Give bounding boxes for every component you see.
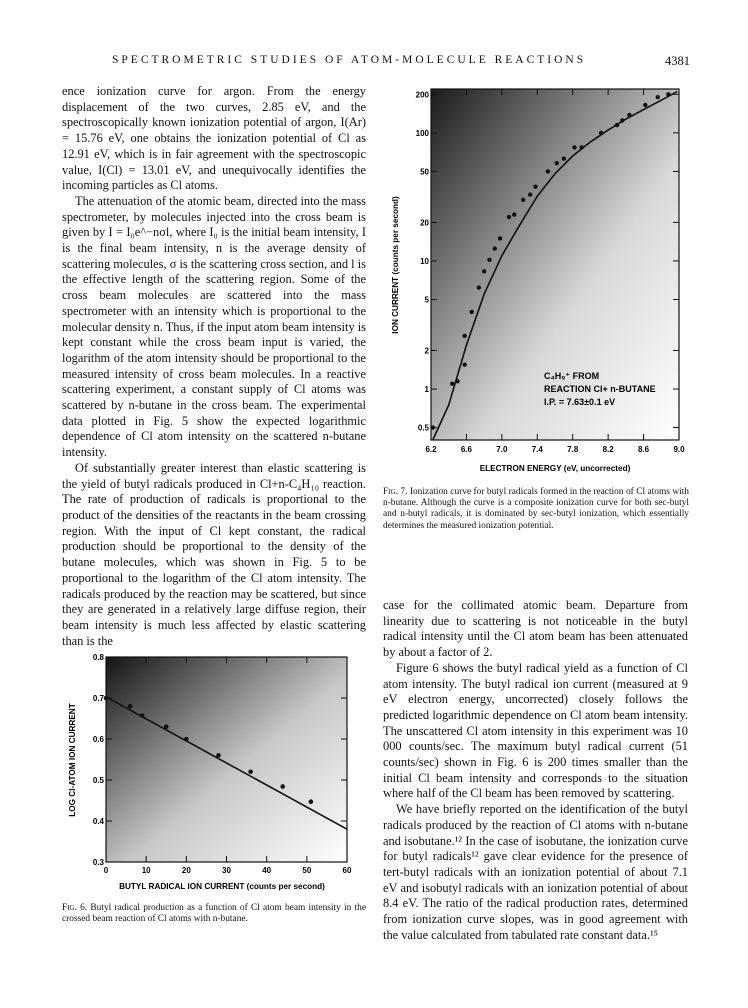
data-point	[656, 95, 660, 99]
data-point	[643, 103, 647, 107]
y-tick-label: 2	[424, 346, 429, 356]
y-tick-label: 5	[424, 295, 429, 305]
caption-text: Butyl radical production as a function of Cl atom beam intensity in the crossed beam reaction of Cl atoms with n-butane.	[62, 903, 366, 925]
paragraph: ence ionization curve for argon. From the energy displacement of the two curves, 2.85 eV, and the spectroscopically known ionization potential of argon, I(Ar) = 15.76 eV, one obtains the ionization potential of Cl as 12.91 eV, which is in fair agreement with the spectroscopic value, I(Cl) = 13.01 eV, and unequivocally identifies the incoming particles as Cl atoms.	[62, 84, 366, 193]
data-point	[528, 192, 532, 196]
data-point	[493, 246, 497, 250]
y-tick-label: 100	[415, 128, 429, 138]
x-tick-label: 6.2	[425, 445, 437, 454]
running-head: SPECTROMETRIC STUDIES OF ATOM-MOLECULE REACTIONS	[112, 54, 587, 66]
data-point	[164, 724, 169, 729]
data-point	[216, 753, 221, 758]
page-header	[62, 54, 690, 74]
data-point	[455, 379, 459, 383]
x-tick-label: 60	[342, 866, 352, 875]
data-point	[248, 770, 253, 775]
figure-6	[62, 650, 366, 900]
x-axis-label: BUTYL RADICAL ION CURRENT (counts per second)	[119, 882, 325, 891]
data-point	[555, 161, 559, 165]
paragraph: Figure 6 shows the butyl radical yield as a function of Cl atom intensity. The butyl radical ion current (measured at 9 eV electron energy, uncorrected) closely follows the predicted logarithmic dependence on Cl atom beam intensity. The unscattered Cl atom intensity in this experiment was 10 000 counts/sec. The maximum butyl radical current (51 counts/sec) shown in Fig. 6 is 200 times smaller than the initial Cl beam intensity and corresponds to the situation where half of the Cl beam has been removed by scattering.	[383, 660, 688, 801]
y-tick-label: 0.5	[92, 776, 104, 785]
y-axis-label: ION CURRENT (counts per second)	[391, 196, 400, 334]
figure-6-caption	[62, 903, 366, 925]
x-tick-label: 50	[302, 866, 312, 875]
page-number: 4381	[665, 54, 690, 68]
x-tick-label: 8.2	[602, 445, 614, 454]
x-tick-label: 7.0	[496, 445, 508, 454]
data-point	[462, 334, 466, 338]
data-point	[487, 258, 491, 262]
data-point	[431, 425, 435, 429]
x-tick-label: 7.8	[567, 445, 579, 454]
data-point	[104, 696, 109, 701]
data-point	[620, 118, 624, 122]
y-tick-label: 0.8	[92, 653, 104, 662]
paragraph: The attenuation of the atomic beam, directed into the mass spectrometer, by molecules injected into the cross beam is given by I = I₀e^−nσl, where I₀ is the initial beam intensity, I is the final beam intensity, n is the average density of scattering molecules, σ is the scattering cross section, and l is the effective length of the scattering region. Some of the cross beam molecules are scattered into the mass spectrometer with an intensity which is proportional to the molecular density n. Thus, if the input atom beam intensity is kept constant while the cross beam input is varied, the logarithm of the atom intensity should be proportional to the measured intensity of cross beam molecules. In a reactive scattering experiment, a constant supply of Cl atoms was scattered by n-butane in the cross beam. The experimental data plotted in Fig. 5 show the expected logarithmic dependence of Cl atom intensity on the scattered n-butane intensity.	[62, 193, 366, 460]
data-point	[599, 131, 603, 135]
data-point	[470, 310, 474, 314]
data-point	[482, 269, 486, 273]
x-tick-label: 8.6	[638, 445, 650, 454]
right-column-text	[383, 598, 688, 943]
data-point	[615, 123, 619, 127]
data-point	[533, 184, 537, 188]
x-tick-label: 20	[181, 866, 191, 875]
y-tick-label: 50	[420, 167, 429, 177]
data-point	[498, 236, 502, 240]
y-tick-label: 10	[420, 256, 429, 266]
x-tick-label: 6.6	[460, 445, 472, 454]
annotation-line: REACTION Cl+ n-BUTANE	[544, 384, 656, 394]
data-point	[627, 113, 631, 117]
data-point	[546, 169, 550, 173]
x-axis-label: ELECTRON ENERGY (eV, uncorrected)	[479, 464, 631, 473]
data-point	[450, 382, 454, 386]
data-point	[140, 713, 145, 718]
data-point	[507, 215, 511, 219]
caption-text: Ionization curve for butyl radicals formed in the reaction of Cl atoms with n-butane. Although the curve is a composite ionization curve for both sec-butyl and n-butyl radicals, it is dominated by sec-butyl ionization, which essentially determines the measured ionization potential.	[383, 487, 689, 531]
x-tick-label: 9.0	[673, 445, 685, 454]
caption-lead: Fig. 7.	[383, 487, 408, 497]
x-tick-label: 0	[103, 866, 109, 875]
annotation-line: C₄H₉⁺ FROM	[544, 371, 600, 381]
x-tick-label: 10	[141, 866, 151, 875]
caption-lead: Fig. 6.	[62, 903, 88, 913]
data-point	[477, 285, 481, 289]
data-point	[512, 212, 516, 216]
figure-6-chart	[62, 650, 366, 900]
paragraph: We have briefly reported on the identification of the butyl radicals produced by the reaction of Cl atoms with n-butane and isobutane.¹² In the case of isobutane, the ionization curve for butyl radicals¹² gave clear evidence for the presence of tert-butyl radicals with an ionization potential of about 7.1 eV and isobutyl radicals with an ionization potential of about 8.4 eV. The ratio of the radical production rates, determined from ionization curve slopes, was in good agreement with the value calculated from tabulated rate constant data.¹⁵	[383, 802, 688, 942]
y-tick-label: 1	[424, 385, 429, 395]
left-column-text	[62, 84, 366, 649]
figure-7	[390, 80, 690, 480]
data-point	[184, 737, 189, 742]
y-tick-label: 200	[415, 90, 429, 100]
y-tick-label: 0.7	[92, 694, 104, 703]
data-point	[128, 704, 133, 709]
y-axis-label: LOG Cl-ATOM ION CURRENT	[68, 703, 77, 817]
data-point	[462, 362, 466, 366]
data-point	[572, 145, 576, 149]
plot-background	[106, 657, 347, 862]
y-tick-label: 0.6	[92, 735, 104, 744]
y-tick-label: 20	[420, 218, 429, 228]
x-tick-label: 30	[222, 866, 231, 875]
data-point	[521, 198, 525, 202]
figure-7-caption	[383, 487, 689, 532]
data-point	[579, 145, 583, 149]
y-tick-label: 0.4	[92, 817, 104, 826]
annotation-line: I.P. = 7.63±0.1 eV	[544, 397, 616, 407]
figure-7-chart	[390, 80, 690, 480]
x-tick-label: 7.4	[531, 445, 543, 454]
data-point	[309, 799, 314, 804]
y-tick-label: 0.3	[92, 858, 104, 867]
paragraph: case for the collimated atomic beam. Departure from linearity due to scattering is not noticeable in the butyl radical intensity until the Cl atom beam has been attenuated by about a factor of 2.	[383, 598, 688, 660]
x-tick-label: 40	[262, 866, 272, 875]
data-point	[666, 92, 670, 96]
data-point	[562, 156, 566, 160]
paragraph: Of substantially greater interest than elastic scattering is the yield of butyl radicals produced in Cl+n-C₄H₁₀ reaction. The rate of production of radicals is proportional to the product of the densities of the reactants in the beam crossing region. With the input of Cl kept constant, the radical production should be proportional to the density of the butane molecules, which was shown in Fig. 5 to be proportional to the logarithm of the Cl atom intensity. The radicals produced by the reaction may be scattered, but since they are generated in a relatively large diffuse region, their beam intensity is much less affected by elastic scattering than is the	[62, 460, 366, 648]
y-tick-label: 0.5	[417, 423, 429, 433]
data-point	[280, 784, 285, 789]
